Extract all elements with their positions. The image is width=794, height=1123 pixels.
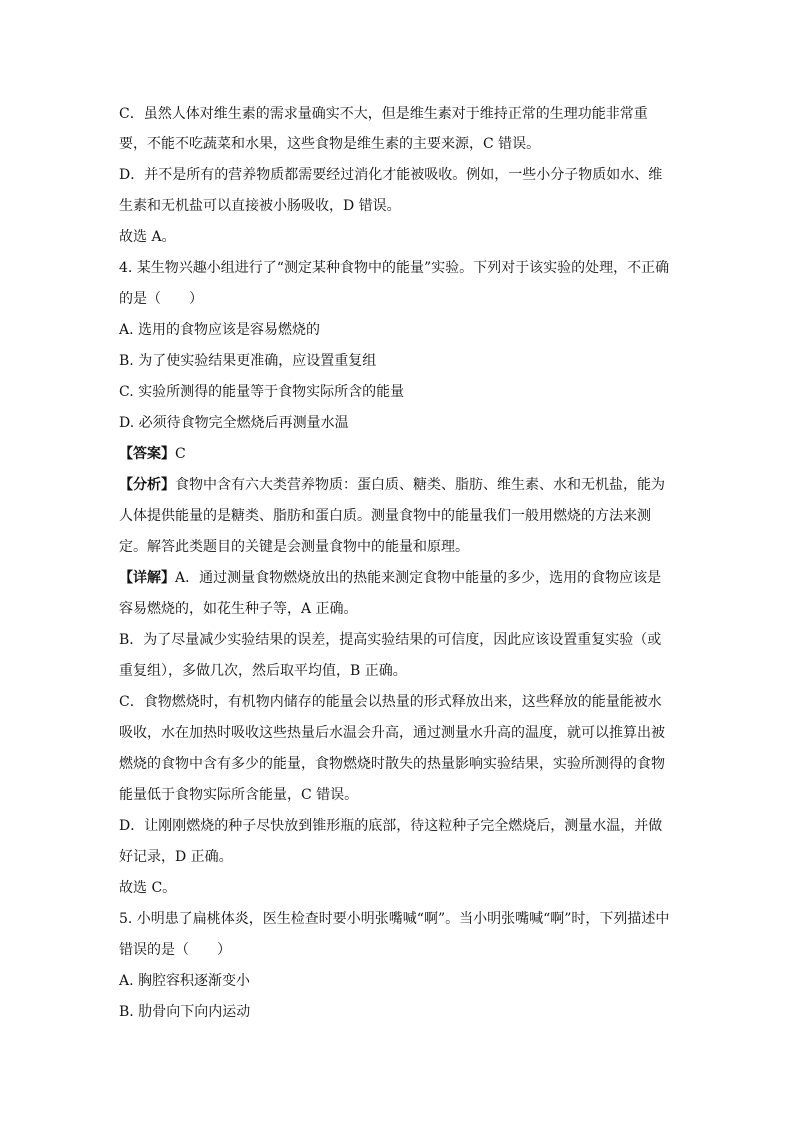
q4-detail-c-line-1: C．食物燃烧时，有机物内储存的能量会以热量的形式释放出来，这些释放的能量能被水 <box>119 694 662 710</box>
q4-detail-d-line-1: D．让刚刚燃烧的种子尽快放到锥形瓶的底部，待这粒种子完全燃烧后，测量水温，并做 <box>119 818 663 834</box>
q4-detail-c-line-3: 燃烧的食物中含有多少的能量，食物燃烧时散失的热量影响实验结果，实验所测得的食物 <box>119 756 665 772</box>
q5-option-b: B. 肋骨向下向内运动 <box>119 1004 251 1020</box>
q3-conclusion: 故选 A。 <box>119 229 176 245</box>
q4-detail-a-line-1 <box>119 568 679 588</box>
q4-conclusion: 故选 C。 <box>119 880 177 896</box>
q3-option-d-explanation-line-1: D．并不是所有的营养物质都需要经过消化才能被吸收。例如，一些小分子物质如水、维 <box>119 167 663 183</box>
q3-option-d-explanation-line-2: 生素和无机盐可以直接被小肠吸收，D 错误。 <box>119 198 401 214</box>
q5-stem-line-1: 5. 小明患了扁桃体炎，医生检查时要小明张嘴喊“啊”。当小明张嘴喊“啊”时，下列描述中 <box>119 911 670 927</box>
q4-option-b: B. 为了使实验结果更准确，应设置重复组 <box>119 353 377 369</box>
q4-option-c: C. 实验所测得的能量等于食物实际所含的能量 <box>119 384 405 400</box>
q5-option-a: A. 胸腔容积逐渐变小 <box>119 973 251 989</box>
q4-stem-line-2: 的是（ ） <box>119 291 203 307</box>
q4-analysis-line-1 <box>119 475 679 495</box>
q4-detail-b-line-1: B．为了尽量减少实验结果的误差，提高实验结果的可信度，因此应该设置重复实验（或 <box>119 632 662 648</box>
q4-detail-b-line-2: 重复组），多做几次，然后取平均值，B 正确。 <box>119 663 407 679</box>
q4-option-d: D. 必须待食物完全燃烧后再测量水温 <box>119 415 349 431</box>
q4-detail-c-line-2: 吸收，水在加热时吸收这些热量后水温会升高，通过测量水升高的温度，就可以推算出被 <box>119 725 665 741</box>
q4-detail-a-line-2: 容易燃烧的，如花生种子等，A 正确。 <box>119 601 358 617</box>
q4-answer <box>119 444 679 464</box>
q5-stem-line-2: 错误的是（ ） <box>119 942 231 958</box>
q4-option-a: A. 选用的食物应该是容易燃烧的 <box>119 322 321 338</box>
detail-a-text-1: A．通过测量食物燃烧放出的热能来测定食物中能量的多少，选用的食物应该是 <box>175 570 662 586</box>
q4-analysis-line-2: 人体提供能量的是糖类、脂肪和蛋白质。测量食物中的能量我们一般用燃烧的方法来测 <box>119 508 651 524</box>
q3-option-c-explanation-line-2: 要，不能不吃蔬菜和水果，这些食物是维生素的主要来源，C 错误。 <box>119 136 541 152</box>
q4-analysis-line-3: 定。解答此类题目的关键是会测量食物中的能量和原理。 <box>119 539 469 555</box>
answer-tag: 【答案】 <box>119 446 175 462</box>
answer-value: C <box>175 446 186 462</box>
q4-stem-line-1: 4. 某生物兴趣小组进行了“测定某种食物中的能量”实验。下列对于该实验的处理，不正确 <box>119 260 670 276</box>
q4-detail-d-line-2: 好记录，D 正确。 <box>119 849 233 865</box>
q3-option-c-explanation-line-1: C．虽然人体对维生素的需求量确实不大，但是维生素对于维持正常的生理功能非常重 <box>119 106 648 122</box>
analysis-text-1: 食物中含有六大类营养物质：蛋白质、糖类、脂肪、维生素、水和无机盐，能为 <box>175 477 665 493</box>
analysis-tag: 【分析】 <box>119 477 175 493</box>
detail-tag: 【详解】 <box>119 570 175 586</box>
q4-detail-c-line-4: 能量低于食物实际所含能量，C 错误。 <box>119 787 359 803</box>
